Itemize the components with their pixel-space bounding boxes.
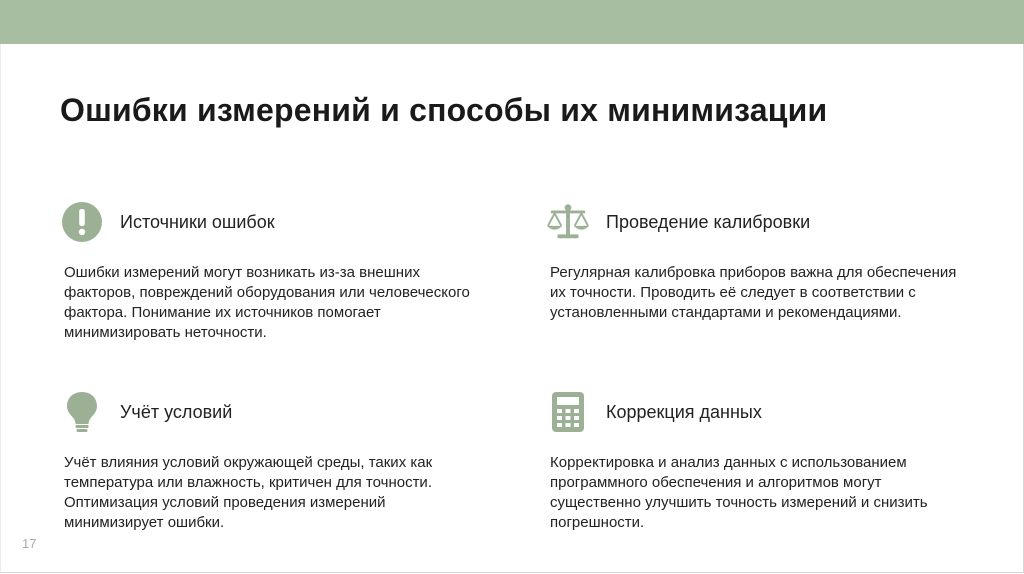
card-text: Корректировка и анализ данных с использованием программного обеспечения и алгоритмов могут существенно улучшить точность измерений и снизить погрешности. bbox=[550, 454, 928, 531]
card-title: Учёт условий bbox=[120, 401, 233, 422]
lightbulb-icon bbox=[60, 390, 104, 434]
page-number: 17 bbox=[22, 536, 37, 551]
card-header bbox=[60, 390, 232, 434]
card-text: Регулярная калибровка приборов важна для обеспечения их точности. Проводить её следует в соответствии с установленными стандартами и рекомендациями. bbox=[550, 264, 957, 321]
calculator-icon bbox=[546, 390, 590, 434]
card-text: Учёт влияния условий окружающей среды, таких как температура или влажность, критичен для точности. Оптимизация условий проведения измерений минимизирует ошибки. bbox=[64, 454, 433, 531]
card-header bbox=[546, 390, 762, 434]
card-title: Коррекция данных bbox=[606, 401, 762, 422]
card-text: Ошибки измерений могут возникать из-за внешних факторов, повреждений оборудования или человеческого фактора. Понимание их источников помогает минимизировать неточности. bbox=[64, 264, 470, 341]
slide-title: Ошибки измерений и способы их минимизации bbox=[60, 92, 828, 128]
card-header bbox=[546, 200, 810, 244]
header-bar bbox=[0, 0, 1024, 44]
card-header bbox=[60, 200, 275, 244]
card-title: Проведение калибровки bbox=[606, 211, 811, 232]
scales-icon bbox=[546, 200, 590, 244]
card-title: Источники ошибок bbox=[120, 211, 275, 232]
exclamation-circle-icon bbox=[60, 200, 104, 244]
